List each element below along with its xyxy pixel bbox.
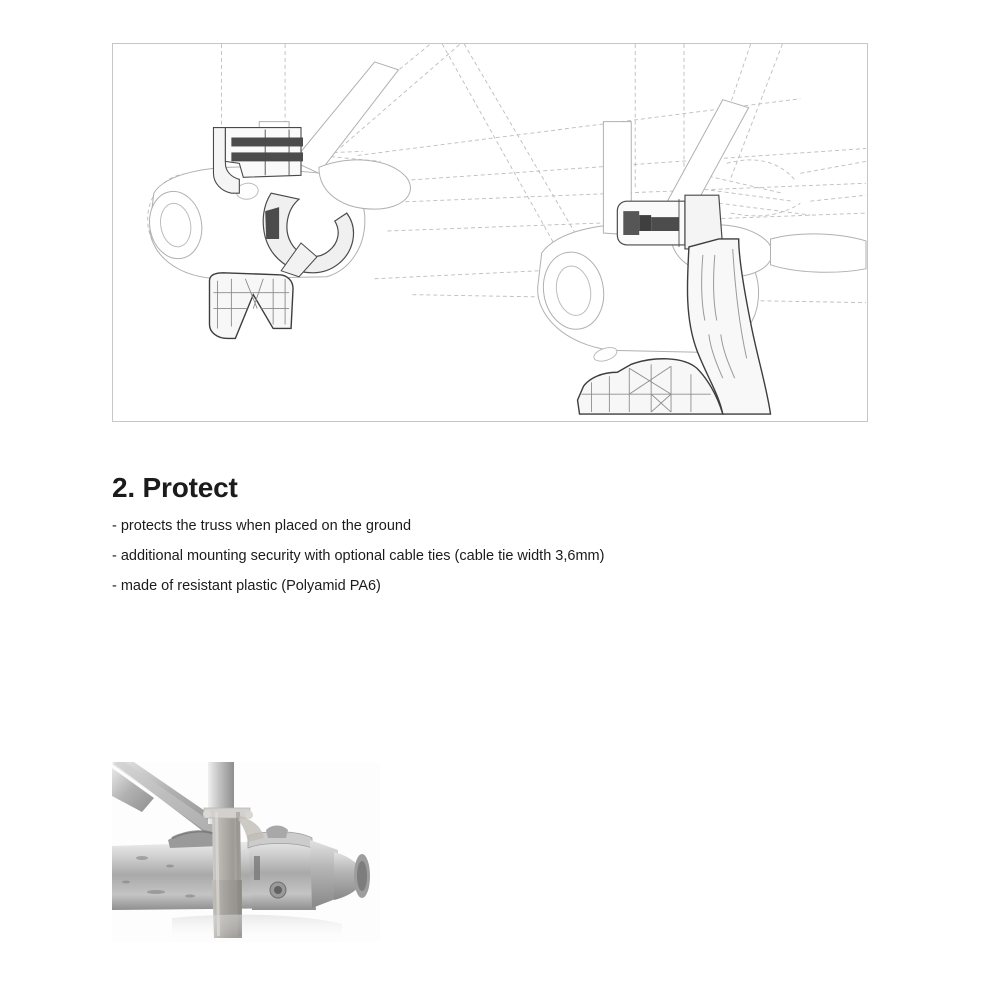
protector-foot-left bbox=[209, 273, 293, 339]
cad-drawing-svg bbox=[113, 44, 867, 421]
product-photo-svg bbox=[112, 762, 380, 942]
cable-tie-slot-left bbox=[231, 138, 303, 147]
product-photo bbox=[112, 762, 380, 942]
cad-drawing-figure bbox=[112, 43, 868, 422]
truss-tube-outlines bbox=[144, 62, 866, 352]
feature-list bbox=[112, 511, 872, 601]
page-title: 2. Protect bbox=[112, 471, 238, 503]
cable-tie-slot-right bbox=[623, 211, 639, 235]
list-item: - additional mounting security with optional cable ties (cable tie width 3,6mm) bbox=[112, 548, 605, 564]
list-item: - protects the truss when placed on the ground bbox=[112, 518, 412, 534]
protector-foot-right bbox=[578, 359, 723, 414]
list-item: - made of resistant plastic (Polyamid PA6) bbox=[112, 578, 381, 594]
